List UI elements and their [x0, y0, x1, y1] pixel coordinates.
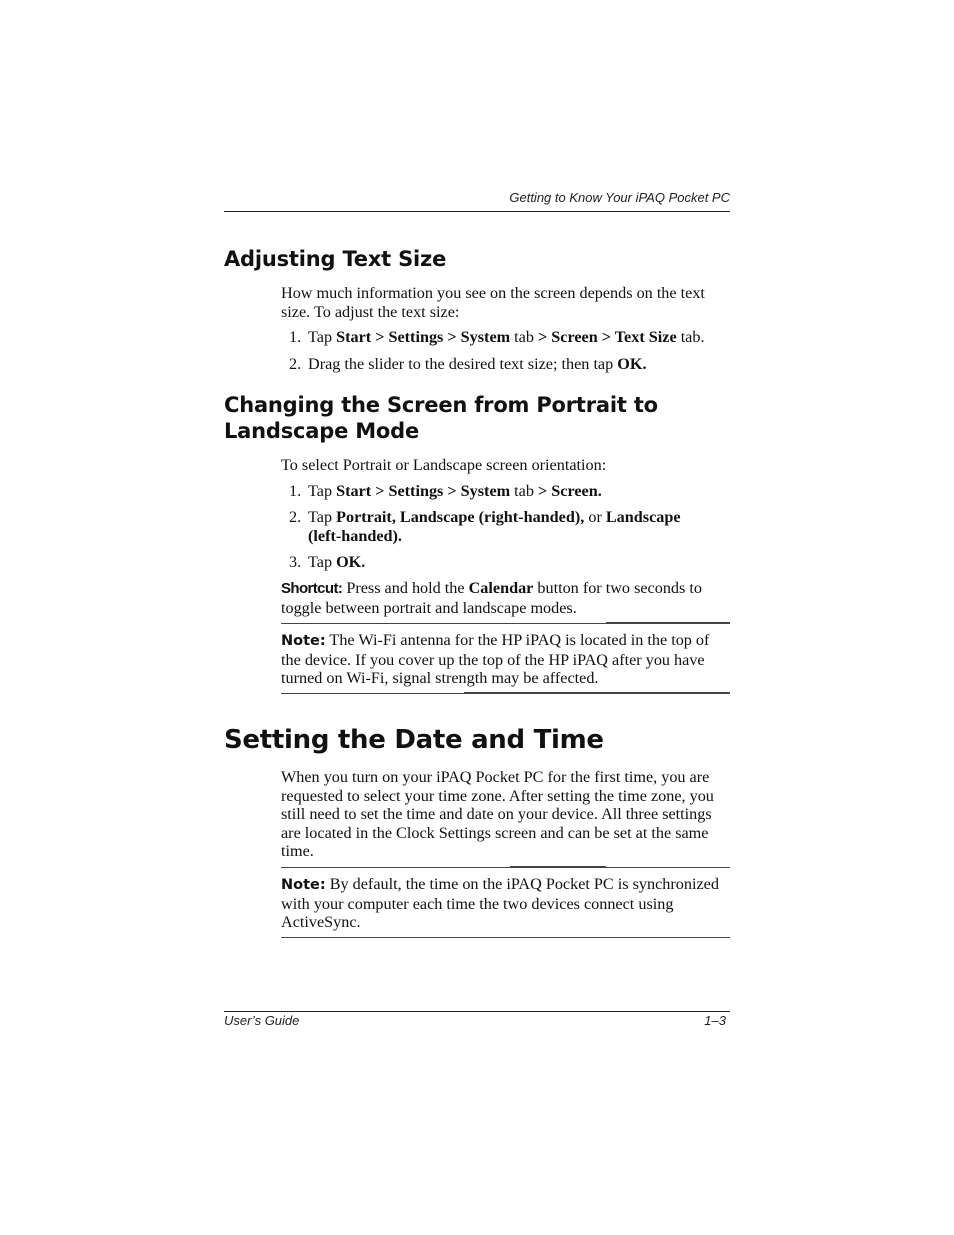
step-number: 1.	[289, 482, 302, 500]
shortcut-paragraph	[281, 579, 733, 617]
orientation-step-3	[289, 553, 734, 572]
header-rule	[224, 211, 730, 212]
step-text: tab	[510, 328, 538, 346]
step-text: Drag the slider to the desired text size; then tap	[308, 355, 618, 373]
orientation-intro: To select Portrait or Landscape screen orientation:	[281, 456, 607, 474]
step-text: Tap	[308, 328, 337, 346]
step-number: 1.	[289, 328, 302, 346]
text-size-step-2	[289, 355, 734, 374]
step-text: tab	[510, 482, 538, 500]
note-bottom-rule	[281, 937, 730, 938]
note-top-rule	[281, 867, 730, 868]
step-action: OK.	[336, 553, 366, 571]
step-action: OK.	[617, 355, 647, 373]
heading-date-time: Setting the Date and Time	[224, 725, 604, 755]
step-number: 2.	[289, 355, 302, 373]
orientation-step-2	[289, 508, 734, 545]
note-bottom-rule	[281, 693, 730, 694]
page-number: 1–3	[704, 1013, 726, 1028]
step-path: > Screen > Text Size	[537, 328, 677, 346]
shortcut-button-name: Calendar	[468, 579, 534, 597]
note-text: The Wi-Fi antenna for the HP iPAQ is located in the top of the device. If you cover up the top of the HP iPAQ after you have turned on Wi-Fi, signal strength may be affected.	[281, 631, 710, 687]
running-header: Getting to Know Your iPAQ Pocket PC	[509, 190, 730, 205]
step-option: Landscape	[605, 508, 681, 526]
footer-guide-title: User’s Guide	[224, 1013, 300, 1028]
step-path: > Screen.	[537, 482, 602, 500]
text-size-step-1	[289, 328, 734, 347]
date-time-intro: When you turn on your iPAQ Pocket PC for the first time, you are requested to select your time zone. After setting the time zone, you still need to set the time and date on your device. All three settings are located in the Clock Settings screen and can be set at the same time.	[281, 768, 714, 860]
step-option: Portrait, Landscape (right-handed),	[336, 508, 585, 526]
step-number: 2.	[289, 508, 302, 526]
step-path: Start > Settings > System	[336, 328, 511, 346]
step-text: Tap	[308, 508, 337, 526]
note-label: Note:	[281, 877, 326, 893]
step-text: or	[584, 508, 606, 526]
step-number: 3.	[289, 553, 302, 571]
heading-adjusting-text-size: Adjusting Text Size	[224, 247, 447, 271]
footer-rule	[224, 1011, 730, 1012]
note-top-rule	[281, 623, 730, 624]
step-text: Tap	[308, 482, 337, 500]
note-text: By default, the time on the iPAQ Pocket PC is synchronized with your computer each time the two devices connect using ActiveSync.	[281, 875, 719, 931]
step-text: tab.	[676, 328, 705, 346]
step-option-continued: (left-handed).	[308, 526, 402, 545]
shortcut-text: button for two seconds to toggle between portrait and landscape modes.	[281, 579, 702, 617]
text-size-intro: How much information you see on the screen depends on the text size. To adjust the text size:	[281, 284, 705, 321]
step-text: Tap	[308, 553, 337, 571]
wifi-note	[281, 631, 731, 688]
activesync-note	[281, 875, 721, 932]
orientation-step-1	[289, 482, 734, 501]
step-path: Start > Settings > System	[336, 482, 511, 500]
shortcut-text: Press and hold the	[342, 579, 469, 597]
heading-portrait-landscape: Changing the Screen from Portrait to Landscape Mode	[224, 393, 658, 443]
shortcut-label: Shortcut:	[281, 580, 343, 597]
note-label: Note:	[281, 633, 326, 649]
